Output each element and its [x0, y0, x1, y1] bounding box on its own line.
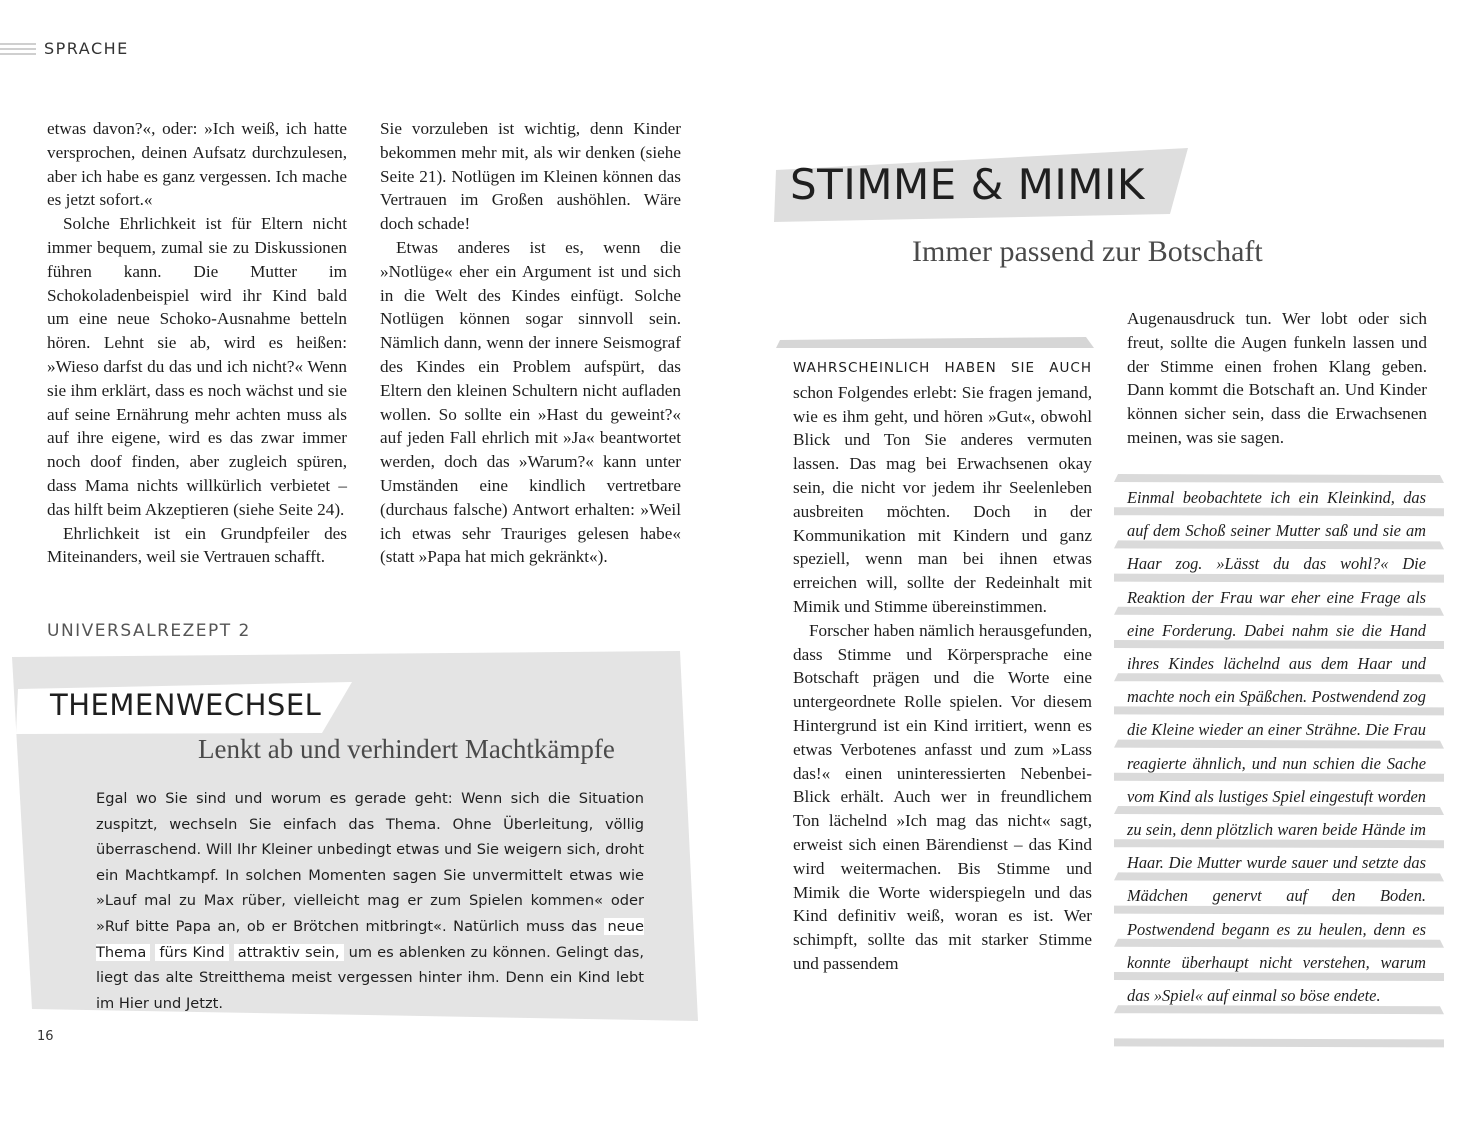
- paragraph: etwas davon?«, oder: »Ich weiß, ich hatte versprochen, deinen Aufsatz durchzulesen, aber ich habe es ganz vergessen. Ich mache es jetzt sofort.«: [47, 119, 347, 210]
- section-title: STIMME & MIMIK: [790, 160, 1145, 209]
- highlight-marker: fürs Kind: [155, 944, 228, 961]
- running-head: SPRACHE: [44, 39, 129, 58]
- recipe-text-part: Egal wo Sie sind und worum es gerade geht: Wenn sich die Situation zuspitzt, wechseln Sie einfach das Thema. Ohne Überleitung, völlig überraschend. Will Ihr Kleiner unbedingt etwas und Sie weigern sich, droht ein Machtkampf. In solchen Momenten sagen Sie unvermittelt etwas wie »Lauf mal zu Max rüber, vielleicht mag er zum Spielen kommen« oder »Ruf bitte Papa an, ob er Brötchen mitbringt«. Natürlich muss das: [96, 790, 644, 935]
- lead-in-caps: WAHRSCHEINLICH HABEN SIE AUCH: [793, 360, 1092, 376]
- highlight-marker: attraktiv sein,: [234, 944, 344, 961]
- anecdote-text: Einmal beobachtete ich ein Kleinkind, das auf dem Schoß seiner Mutter saß und sie am Haar zog. »Lässt du das wohl?« Die Reaktion der Frau war eher eine Frage als eine Forderung. Dabei nahm sie die Hand ihres Kindes lächelnd aus dem Haar und machte noch ein Späßchen. Postwendend zog die Kleine wieder an einer Strähne. Die Frau reagierte ähnlich, und nun schien die Sache vom Kind als lustiges Spiel eingestuft worden zu sein, denn plötzlich waren beide Hände im Haar. Die Mutter wurde sauer und setzte das Mädchen genervt auf den Boden. Postwendend begann es zu heulen, denn es konnte überhaupt nicht verstehen, warum das »Spiel« auf einmal so böse endete.: [1127, 488, 1426, 1006]
- header-decoration-bars: [0, 43, 36, 57]
- paragraph: Solche Ehrlichkeit ist für Eltern nicht immer bequem, zumal sie zu Diskussionen führen kann. Die Mutter im Schokoladenbeispiel wird ihr Kind bald um eine neue Schoko-Ausnahme betteln hören. Lehnt sie ab, wird es heißen: »Wieso darfst du das und ich nicht?« Wenn sie ihm erklärt, dass es noch wächst und sie auf seine Ernährung mehr achten muss als auf ihre eigene, wird es das zwar immer noch doof finden, aber zugleich spüren, dass Mama nichts willkürlich verbietet – das hilft beim Akzeptieren (siehe Seite 24).: [47, 214, 347, 519]
- paragraph: Sie vorzuleben ist wichtig, denn Kinder bekommen mehr mit, als wir denken (siehe Seite 21). Notlügen im Kleinen können das Vertrauen im Großen aushöhlen. Wäre doch schade!: [380, 119, 681, 234]
- paragraph: Etwas anderes ist es, wenn die »Notlüge« eher ein Argument ist und sich in die Welt des Kindes einfügt. Solche Notlügen können sogar sinnvoll sein. Nämlich dann, wenn der innere Seismograf des Kindes ein Problem aufspürt, das Eltern den kleinen Schultern nicht aufladen wollen. So sollte ein »Hast du geweint?« auf jeden Fall ehrlich mit »Ja« beantwortet werden, doch das »Warum?« kann unter Umständen eine kindlich vertretbare (durchaus falsche) Antwort erhalten: »Weil ich etwas sehr Trauriges gelesen habe« (statt »Papa hat mich gekränkt«).: [380, 237, 681, 567]
- page-number: 16: [37, 1029, 54, 1044]
- section-subtitle: Immer passend zur Botschaft: [912, 235, 1263, 268]
- paragraph: Forscher haben nämlich herausgefunden, dass Stimme und Körpersprache eine Botschaft prägen und die Worte eine untergeordnete Rolle spielen. Vor diesem Hintergrund ist ein Kind irritiert, wenn es etwas Verbotenes anfasst und zum »Lass das!« einen uninteressierten Nebenbei-Blick erhält. Auch wer in freundlichem Ton lächelnd »Ich mag das nicht« sagt, erweist sich einen Bärendienst – das Kind wird weitermachen. Bis Stimme und Mimik die Worte widerspiegeln und das Kind definitiv weiß, woran es ist. Wer schimpft, sollte das mit starker Stimme und passendem: [793, 620, 1092, 973]
- recipe-subtitle: Lenkt ab und verhindert Machtkämpfe: [198, 734, 615, 764]
- paragraph: Augenausdruck tun. Wer lobt oder sich freut, sollte die Augen funkeln lassen und der Stimme einen frohen Klang geben. Dann kommt die Botschaft an. Und Kinder können sicher sein, dass die Erwachsenen meinen, was sie sagen.: [1127, 309, 1427, 447]
- recipe-label: UNIVERSALREZEPT 2: [47, 621, 251, 641]
- left-column-2: [380, 117, 681, 569]
- paragraph: [793, 355, 1092, 619]
- right-column-2: [1127, 307, 1427, 450]
- anecdote-stripe: [1114, 1038, 1444, 1047]
- recipe-title: THEMENWECHSEL: [50, 688, 322, 722]
- left-column-1: [47, 117, 347, 569]
- paragraph: Ehrlichkeit ist ein Grundpfeiler des Miteinanders, weil sie Vertrauen schafft.: [47, 523, 347, 567]
- paragraph-text: schon Folgendes erlebt: Sie fragen jemand, wie es ihm geht, und hören »Gut«, obwohl Blick und Ton Sie anderes vermuten lassen. Das mag bei Erwachsenen okay sein, die nicht vor jedem ihr Seelenleben ausbreiten möchten. Doch in der Kommunikation mit Kindern und ganz speziell, wenn man bei ihnen etwas erreichen will, sollte der Redeinhalt mit Mimik und Stimme übereinstimmen.: [793, 382, 1092, 616]
- recipe-text-part: um es ablenken zu können. Gelingt das, liegt das alte Streitthema meist vergessen hinter ihm. Denn ein Kind lebt im Hier und Jetzt.: [96, 943, 645, 1012]
- column-accent-bar: [776, 337, 1096, 349]
- right-column-1: [793, 355, 1092, 976]
- highlight-marker: neue Thema: [96, 917, 645, 961]
- recipe-text: [96, 786, 644, 1016]
